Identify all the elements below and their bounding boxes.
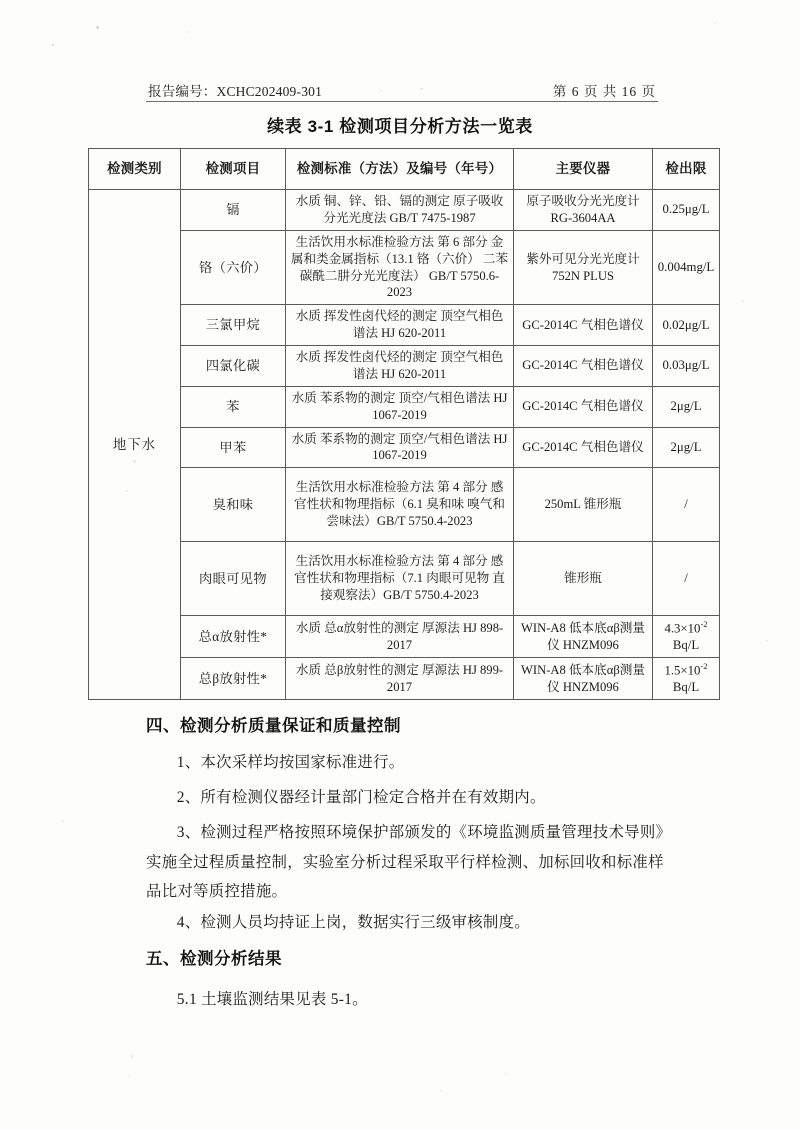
cell-item: 四氯化碳 [181,346,286,387]
cell-instrument: GC-2014C 气相色谱仪 [514,346,653,387]
qa-item-2: 2、所有检测仪器经计量部门检定合格并在有效期内。 [176,789,546,806]
table-row [89,542,720,616]
cell-lod: / [653,542,720,616]
cell-lod [653,658,720,700]
cell-lod: 0.25μg/L [653,190,720,231]
report-number: 报告编号：XCHC202409-301 [148,84,323,99]
table-title: 续表 3-1 检测项目分析方法一览表 [267,117,533,136]
header-divider [146,101,658,102]
cell-instrument: GC-2014C 气相色谱仪 [514,305,653,346]
cell-instrument: 锥形瓶 [514,542,653,616]
cell-lod: / [653,468,720,542]
cell-instrument: WIN-A8 低本底αβ测量仪 HNZM096 [514,616,653,658]
table-row [89,468,720,542]
cell-lod: 2μg/L [653,427,720,468]
cell-lod: 2μg/L [653,386,720,427]
cell-item: 三氯甲烷 [181,305,286,346]
cell-item: 苯 [181,386,286,427]
cell-item: 甲苯 [181,427,286,468]
cell-standard: 水质 铜、锌、铅、镉的测定 原子吸收分光光度法 GB/T 7475-1987 [286,190,514,231]
lod-base: 1.5×10 [664,663,701,678]
col-header-standard: 检测标准（方法）及编号（年号） [286,149,514,190]
lod-unit: Bq/L [672,680,700,695]
cell-instrument: 原子吸收分光光度计 RG-3604AA [514,190,653,231]
qa-item-4: 4、检测人员均持证上岗，数据实行三级审核制度。 [176,914,530,931]
table-row [89,658,720,700]
section-heading-four: 四、检测分析质量保证和质量控制 [146,717,401,735]
cell-lod: 0.004mg/L [653,230,720,305]
cell-standard: 生活饮用水标准检验方法 第 6 部分 金属和类金属指标（13.1 铬（六价） 二苯碳酰二肼分光光度法） GB/T 5750.6-2023 [286,230,514,305]
col-header-category: 检测类别 [89,149,181,190]
col-header-item: 检测项目 [181,149,286,190]
cell-standard: 生活饮用水标准检验方法 第 4 部分 感官性状和物理指标（6.1 臭和味 嗅气和尝味法）GB/T 5750.4-2023 [286,468,514,542]
qa-item-1: 1、本次采样均按国家标准进行。 [176,754,405,771]
cell-standard: 水质 挥发性卤代烃的测定 顶空气相色谱法 HJ 620-2011 [286,305,514,346]
cell-item: 镉 [181,190,286,231]
methods-table [88,148,720,700]
cell-instrument: GC-2014C 气相色谱仪 [514,427,653,468]
table-row [89,427,720,468]
cell-standard: 水质 苯系物的测定 顶空/气相色谱法 HJ 1067-2019 [286,427,514,468]
cell-item: 臭和味 [181,468,286,542]
col-header-instrument: 主要仪器 [514,149,653,190]
cell-instrument: WIN-A8 低本底αβ测量仪 HNZM096 [514,658,653,700]
cell-standard: 水质 苯系物的测定 顶空/气相色谱法 HJ 1067-2019 [286,386,514,427]
section-heading-five: 五、检测分析结果 [146,950,282,968]
table-header-row [89,149,720,190]
cell-item: 总β放射性* [181,658,286,700]
cell-standard: 水质 总α放射性的测定 厚源法 HJ 898-2017 [286,616,514,658]
cell-standard: 生活饮用水标准检验方法 第 4 部分 感官性状和物理指标（7.1 肉眼可见物 直接观察法）GB/T 5750.4-2023 [286,542,514,616]
result-item-5-1: 5.1 土壤监测结果见表 5-1。 [176,991,368,1008]
cell-standard: 水质 总β放射性的测定 厚源法 HJ 899-2017 [286,658,514,700]
table-row [89,230,720,305]
lod-unit: Bq/L [672,638,700,653]
table-row [89,305,720,346]
cell-item: 总α放射性* [181,616,286,658]
cell-lod: 0.03μg/L [653,346,720,387]
cell-instrument: 紫外可见分光光度计 752N PLUS [514,230,653,305]
cell-standard: 水质 挥发性卤代烃的测定 顶空气相色谱法 HJ 620-2011 [286,346,514,387]
lod-base: 4.3×10 [664,621,701,636]
col-header-lod: 检出限 [653,149,720,190]
page-number: 第 6 页 共 16 页 [552,84,656,99]
cell-instrument: GC-2014C 气相色谱仪 [514,386,653,427]
cell-item: 铬（六价） [181,230,286,305]
cell-lod: 0.02μg/L [653,305,720,346]
cell-lod [653,616,720,658]
cell-category-groundwater: 地下水 [89,190,181,700]
table-row [89,346,720,387]
methods-table-wrapper [88,148,719,700]
running-header [148,80,656,100]
table-row [89,190,720,231]
qa-item-3: 3、检测过程严格按照环境保护部颁发的《环境监测质量管理技术导则》实施全过程质量控制，实验室分析过程采取平行样检测、加标回收和标准样品比对等质控措施。 [146,824,664,901]
cell-instrument: 250mL 锥形瓶 [514,468,653,542]
table-row [89,616,720,658]
lod-exponent: -2 [700,661,708,672]
lod-exponent: -2 [700,619,708,630]
cell-item: 肉眼可见物 [181,542,286,616]
table-row [89,386,720,427]
